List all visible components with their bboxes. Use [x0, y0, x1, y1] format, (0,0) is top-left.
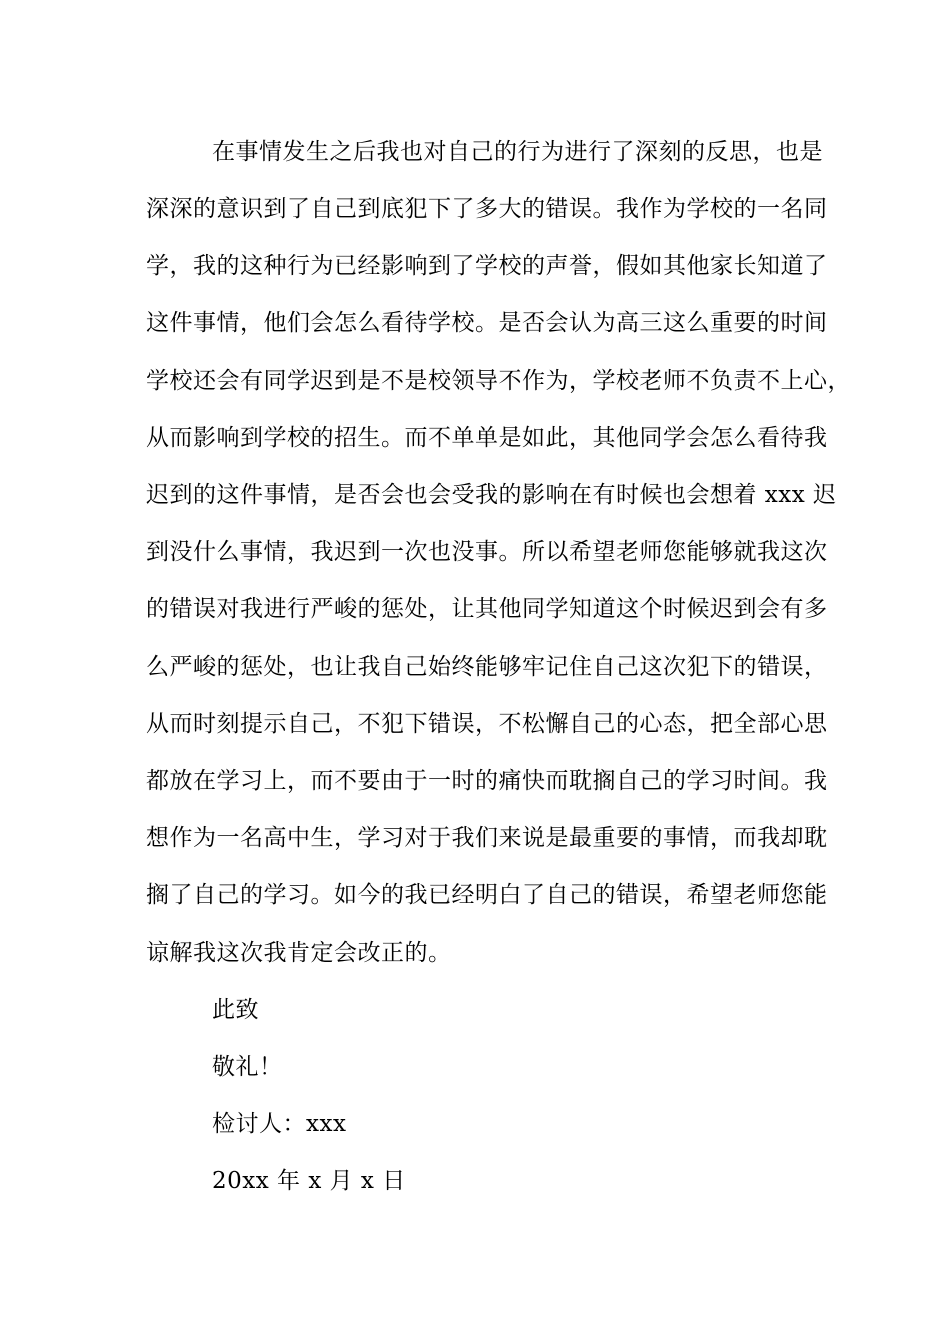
body-line-6: 从而影响到学校的招生。而不单单是如此，其他同学会怎么看待我 — [146, 425, 828, 451]
body-line-11: 从而时刻提示自己，不犯下错误，不松懈自己的心态，把全部心思 — [146, 711, 828, 737]
body-line-13: 想作为一名高中生，学习对于我们来说是最重要的事情，而我却耽 — [146, 825, 828, 851]
body-line-3: 学，我的这种行为已经影响到了学校的声誉，假如其他家长知道了 — [146, 253, 828, 279]
body-line-10: 么严峻的惩处，也让我自己始终能够牢记住自己这次犯下的错误， — [146, 654, 828, 680]
body-line-8: 到没什么事情，我迟到一次也没事。所以希望老师您能够就我这次 — [146, 539, 828, 565]
body-line-7: 迟到的这件事情，是否会也会受我的影响在有时候也会想着 xxx 迟 — [146, 482, 837, 508]
body-line-9: 的错误对我进行严峻的惩处，让其他同学知道这个时候迟到会有多 — [146, 596, 828, 622]
date-line: 20xx 年 x 月 x 日 — [212, 1168, 406, 1194]
closing-regards: 敬礼！ — [212, 1054, 283, 1080]
body-line-5: 学校还会有同学迟到是不是校领导不作为，学校老师不负责不上心， — [146, 368, 851, 394]
signer-line: 检讨人：xxx — [212, 1111, 347, 1137]
body-line-1: 在事情发生之后我也对自己的行为进行了深刻的反思，也是 — [212, 139, 823, 165]
body-line-2: 深深的意识到了自己到底犯下了多大的错误。我作为学校的一名同 — [146, 196, 828, 222]
body-line-12: 都放在学习上，而不要由于一时的痛快而耽搁自己的学习时间。我 — [146, 768, 828, 794]
body-line-14: 搁了自己的学习。如今的我已经明白了自己的错误，希望老师您能 — [146, 882, 828, 908]
body-line-4: 这件事情，他们会怎么看待学校。是否会认为高三这么重要的时间 — [146, 310, 828, 336]
closing-salutation: 此致 — [212, 997, 259, 1023]
body-line-15: 谅解我这次我肯定会改正的。 — [146, 940, 452, 966]
